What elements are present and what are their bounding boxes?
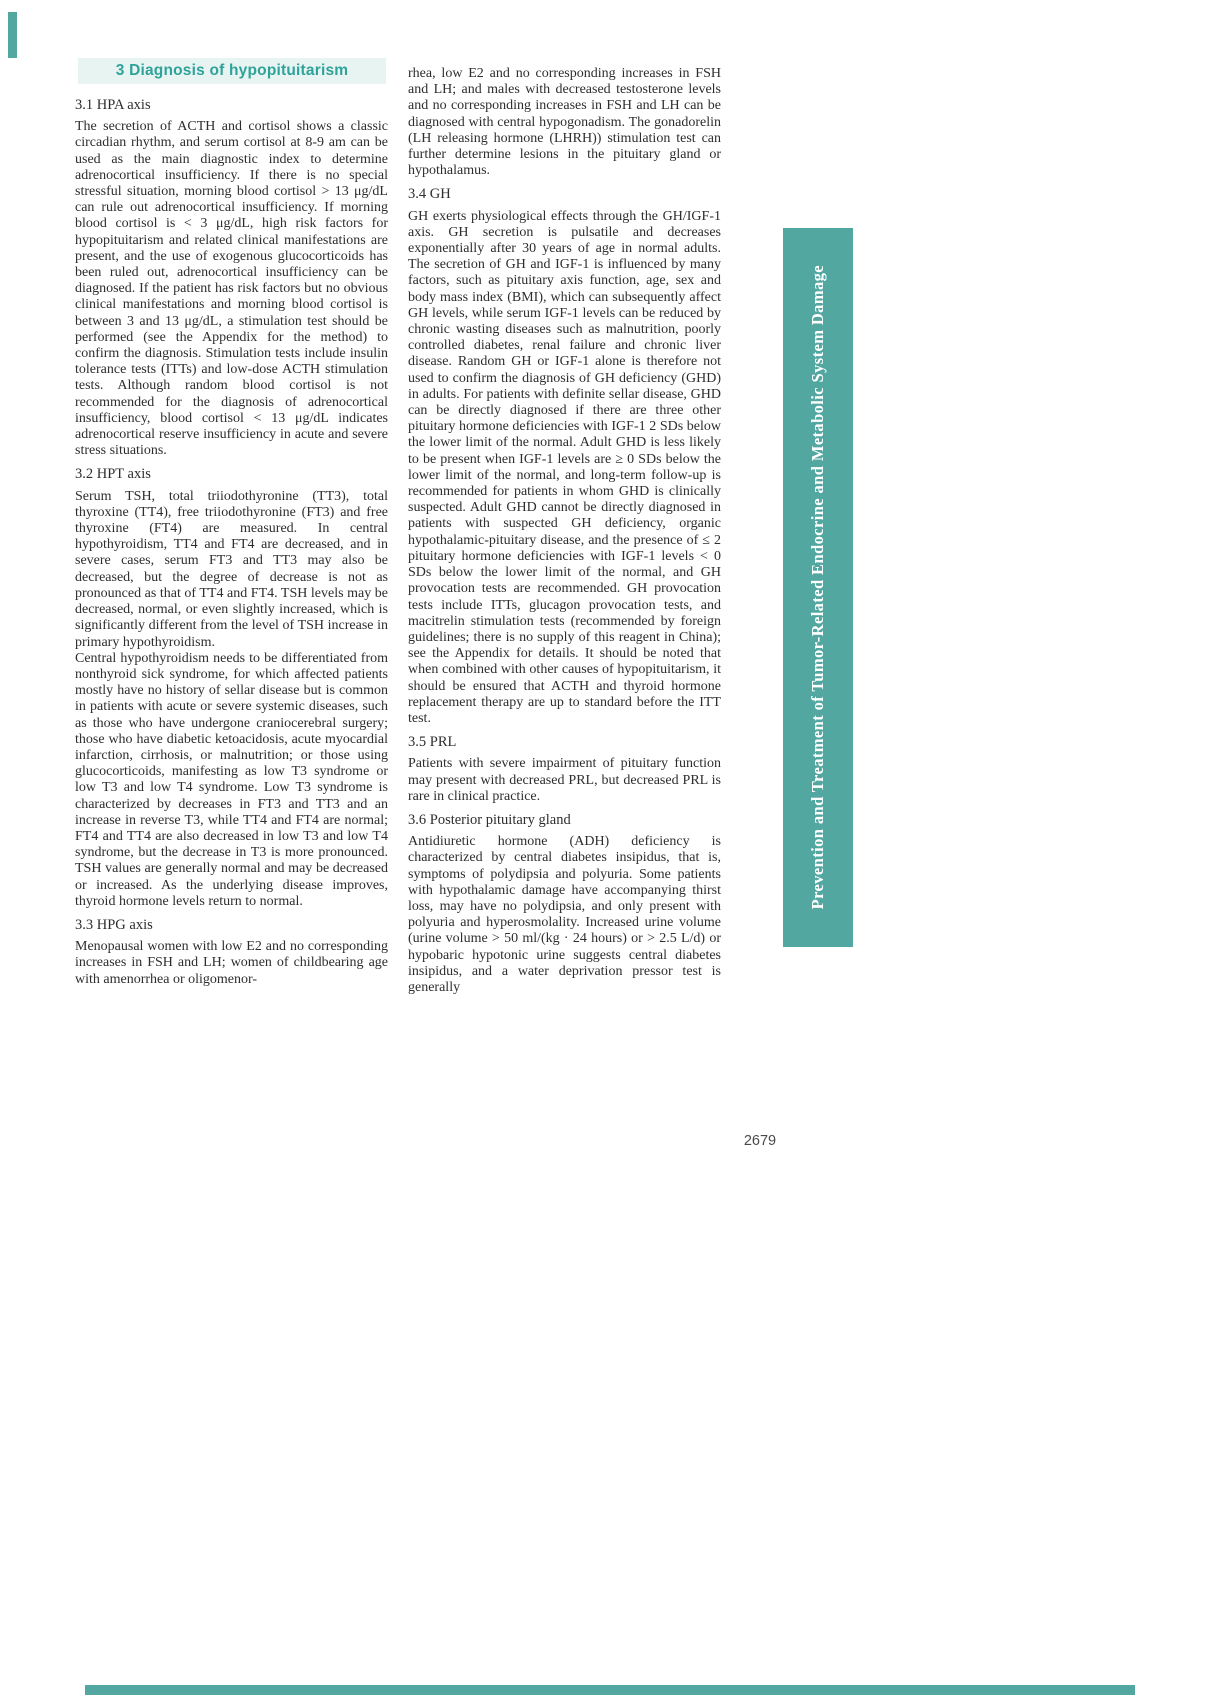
paragraph-gh: GH exerts physiological effects through the GH/IGF-1 axis. GH secretion is pulsatile and decreases exponentially after 30 years of age in normal adults. The secretion of GH and IGF-1 is influenced by many factors, such as pituitary axis function, age, sex and body mass index (BMI), which can subsequently affect GH levels, while serum IGF-1 levels can be reduced by chronic wasting diseases such as malnutrition, poorly controlled diabetes, renal failure and chronic liver disease. Random GH or IGF-1 alone is therefore not used to confirm the diagnosis of GH deficiency (GHD) in adults. For patients with definite sellar disease, GHD can be directly diagnosed if there are three other pituitary hormone deficiencies with IGF-1 2 SDs below the lower limit of the normal. Adult GHD is less likely to be present when IGF-1 levels are ≥ 0 SDs below the lower limit of the normal, and long-term follow-up is recommended for patients in whom GHD is clinically suspected. Adult GHD cannot be directly diagnosed in patients with suspected GH deficiency, organic hypothalamic-pituitary disease, and the presence of ≤ 2 pituitary hormone deficiencies with IGF-1 levels < 0 SDs below the lower limit of the normal, and GH provocation tests are recommended. GH provocation tests include ITTs, glucagon provocation tests, and macitrelin stimulation tests (recommended by foreign guidelines; there is no supply of this reagent in China); see the Appendix for details. It should be noted that when combined with other causes of hypopituitarism, it should be ensured that ACTH and thyroid hormone replacement therapy are up to standard before the ITT test. <box>408 208 721 726</box>
paragraph-prl: Patients with severe impairment of pituitary function may present with decreased PRL, but decreased PRL is rare in clinical practice. <box>408 756 721 804</box>
paragraph-hpt-1: Serum TSH, total triiodothyronine (TT3), total thyroxine (TT4), free triiodothyronine (FT3) and free thyroxine (FT4) are measured. In central hypothyroidism, TT4 and FT4 are decreased, and in severe cases, serum FT3 and TT3 may also be decreased, but the degree of decrease is not as pronounced as that of TT4 and FT4. TSH levels may be decreased, normal, or even slightly increased, which is significantly different from the level of TSH increase in primary hypothyroidism. <box>75 488 388 650</box>
heading-gh: 3.4 GH <box>408 186 451 203</box>
heading-hpa-axis: 3.1 HPA axis <box>75 97 151 113</box>
paragraph-hpg: Menopausal women with low E2 and no corresponding increases in FSH and LH; women of childbearing age with amenorrhea or oligomenor- <box>75 939 388 987</box>
paragraph-posterior-pituitary: Antidiuretic hormone (ADH) deficiency is characterized by central diabetes insipidus, that is, symptoms of polydipsia and polyuria. Some patients with hypothalamic damage have accompanying thirst loss, may have no polydipsia, and only present with polyuria and hyperosmolality. Increased urine volume (urine volume > 50 ml/(kg · 24 hours) or > 2.5 L/d) or hypobaric hypotonic urine suggests central diabetes insipidus, and a water deprivation pressor test is generally <box>408 834 721 995</box>
heading-hpg-axis: 3.3 HPG axis <box>75 916 153 933</box>
heading-posterior-pituitary: 3.6 Posterior pituitary gland <box>408 811 571 828</box>
left-text-column <box>75 97 388 988</box>
section-header-title: 3 Diagnosis of hypopituitarism <box>115 62 349 79</box>
paragraph-hpt-2: Central hypothyroidism needs to be differentiated from nonthyroid sick syndrome, for which affected patients mostly have no history of sellar disease but is common in patients with acute or severe systemic diseases, such as those who have undergone craniocerebral surgery; those who have diabetic ketoacidosis, acute myocardial infarction, cirrhosis, or malnutrition; or those using glucocorticoids, manifesting as low T3 syndrome or low T3 and low T4 syndrome. Low T3 syndrome is characterized by decreases in FT3 and TT3 and an increase in reverse T3, while TT4 and FT4 are normal; FT4 and TT4 are also decreased in low T3 and low T4 syndrome, but the decrease in T3 is more pronounced. TSH values are generally normal and may be decreased or increased. As the underlying disease improves, thyroid hormone levels return to normal. <box>75 650 388 909</box>
chapter-sidebar-title: Prevention and Treatment of Tumor-Related Endocrine and Metabolic System Damage <box>808 265 827 910</box>
chapter-sidebar-banner <box>783 228 853 947</box>
right-text-column <box>408 66 721 996</box>
paragraph-hpa: The secretion of ACTH and cortisol shows a classic circadian rhythm, and serum cortisol at 8-9 am can be used as the main diagnostic index to determine adrenocortical insufficiency. If there is no special stressful situation, morning blood cortisol > 13 μg/dL can rule out adrenocortical insufficiency. If morning blood cortisol is < 3 μg/dL, high risk factors for hypopituitarism and related clinical manifestations are present, and the use of exogenous glucocorticoids has been ruled out, adrenocortical insufficiency can be diagnosed. If the patient has risk factors but no obvious clinical manifestations and morning blood cortisol is between 3 and 13 μg/dL, a stimulation test should be performed (see the Appendix for the method) to confirm the diagnosis. Stimulation tests include insulin tolerance tests (ITTs) and low-dose ACTH stimulation tests. Although random blood cortisol is not recommended for the diagnosis of adrenocortical insufficiency, blood cortisol < 13 μg/dL indicates adrenocortical reserve insufficiency in acute and severe stress situations. <box>75 119 388 459</box>
section-header-banner <box>78 58 386 84</box>
page-bottom-bar <box>85 1685 1135 1695</box>
heading-hpt-axis: 3.2 HPT axis <box>75 466 151 483</box>
page-edge-mark <box>8 12 17 58</box>
page-number: 2679 <box>743 1133 777 1149</box>
heading-prl: 3.5 PRL <box>408 734 457 751</box>
paragraph-hpg-continued: rhea, low E2 and no corresponding increases in FSH and LH; and males with decreased testosterone levels and no corresponding increases in FSH and LH can be diagnosed with central hypogonadism. The gonadorelin (LH releasing hormone (LHRH)) stimulation test can further determine lesions in the pituitary gland or hypothalamus. <box>408 66 721 179</box>
